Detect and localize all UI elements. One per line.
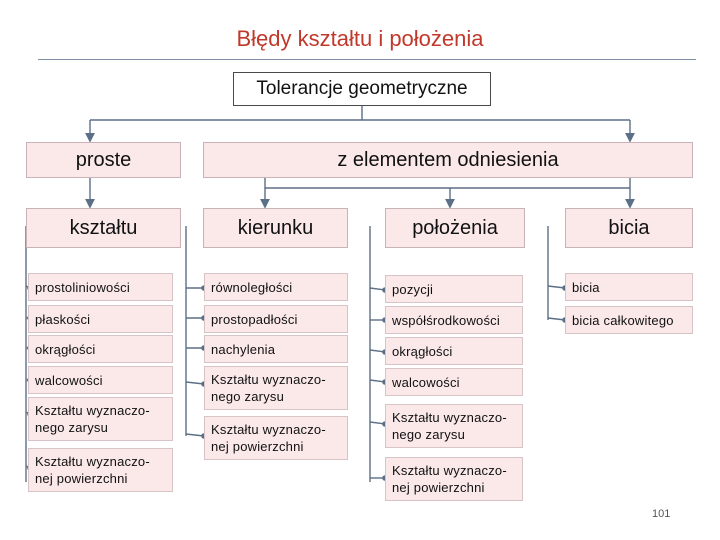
node-reference: z elementem odniesienia <box>203 142 693 178</box>
connector-reference-bar <box>265 178 630 188</box>
leaf-runout-circular: bicia <box>565 273 693 301</box>
leaf-shape-flatness: płaskości <box>28 305 173 333</box>
leaf-direction-profile-surface: Kształtu wyznaczo-nej powierzchni <box>204 416 348 460</box>
leaf-runout-total: bicia całkowitego <box>565 306 693 334</box>
leaf-shape-cylindricity: walcowości <box>28 366 173 394</box>
root-node: Tolerancje geometryczne <box>233 72 491 106</box>
leaf-direction-angularity: nachylenia <box>204 335 348 363</box>
node-runout: bicia <box>565 208 693 248</box>
leaf-direction-profile-line: Kształtu wyznaczo-nego zarysu <box>204 366 348 410</box>
leaf-position-profile-surface: Kształtu wyznaczo-nej powierzchni <box>385 457 523 501</box>
leaf-shape-straightness: prostoliniowości <box>28 273 173 301</box>
leaf-position-concentricity: współśrodkowości <box>385 306 523 334</box>
leaf-direction-perpendicularity: prostopadłości <box>204 305 348 333</box>
leaf-position-profile-line: Kształtu wyznaczo-nego zarysu <box>385 404 523 448</box>
page-title: Błędy kształtu i położenia <box>236 26 484 51</box>
node-simple: proste <box>26 142 181 178</box>
leaf-shape-profile-line: Kształtu wyznaczo-nego zarysu <box>28 397 173 441</box>
node-shape: kształtu <box>26 208 181 248</box>
leaf-direction-parallelism: równoległości <box>204 273 348 301</box>
leaf-position-cylindricity: walcowości <box>385 368 523 396</box>
leaf-shape-roundness: okrągłości <box>28 335 173 363</box>
page-number: 101 <box>652 508 671 520</box>
leaf-shape-profile-surface: Kształtu wyznaczo-nej powierzchni <box>28 448 173 492</box>
leaf-position-roundness: okrągłości <box>385 337 523 365</box>
node-direction: kierunku <box>203 208 348 248</box>
node-position: położenia <box>385 208 525 248</box>
leaf-position-position: pozycji <box>385 275 523 303</box>
